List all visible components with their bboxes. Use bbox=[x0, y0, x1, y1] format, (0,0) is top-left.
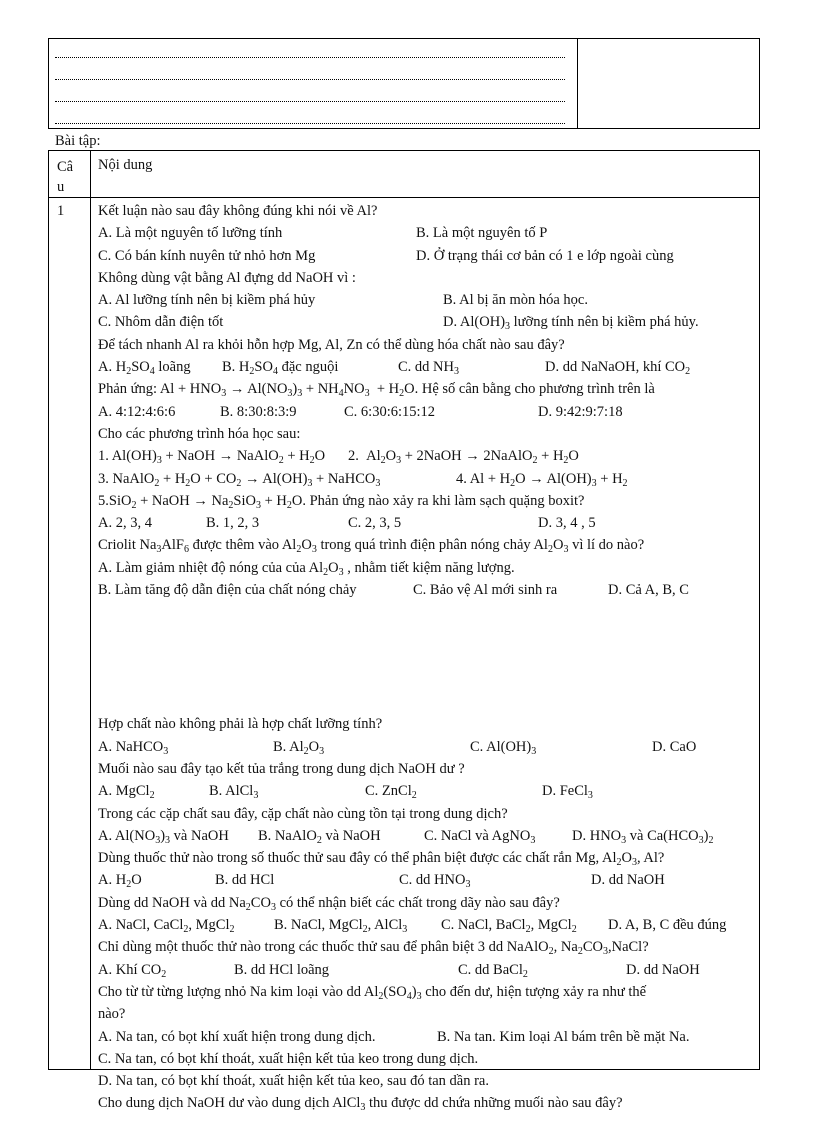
q8-stem: Muối nào sau đây tạo kết tủa trắng trong dung dịch NaOH dư ? bbox=[98, 760, 465, 777]
q13-option-c: C. Na tan, có bọt khí thoát, xuất hiện kết tủa keo trong dung dịch. bbox=[98, 1050, 479, 1067]
q4-option-c: C. 6:30:6:15:12 bbox=[344, 403, 436, 420]
q2-stem: Không dùng vật bằng Al đựng dd NaOH vì : bbox=[98, 269, 356, 286]
q4-option-b: B. 8:30:8:3:9 bbox=[220, 403, 297, 420]
q11-option-b: B. NaCl, MgCl$_2$, AlCl$_3$ bbox=[274, 917, 408, 936]
exercise-table bbox=[48, 150, 760, 1114]
q8-options bbox=[98, 780, 758, 802]
q5-reaction-2: 2. $Al_2O_3$ + 2NaOH → 2NaAlO$_2$ + $H_2O$ bbox=[348, 448, 579, 467]
q11-stem: Dùng dd NaOH và dd $Na_2CO_3$ có thể nhận biết các chất trong dãy nào sau đây? bbox=[98, 894, 560, 913]
q3-options bbox=[98, 356, 758, 378]
q5-reactions-34 bbox=[98, 468, 758, 490]
column-divider bbox=[90, 151, 91, 1069]
dotted-line bbox=[55, 57, 565, 58]
q7-option-b: B. $Al_2O_3$ bbox=[273, 738, 325, 757]
q4-option-d: D. 9:42:9:7:18 bbox=[538, 403, 623, 420]
q10-options bbox=[98, 869, 758, 891]
q13-option-d: D. Na tan, có bọt khí thoát, xuất hiện kết tủa keo, sau đó tan dần ra. bbox=[98, 1073, 489, 1090]
q11-option-c: C. NaCl, BaCl$_2$, MgCl$_2$ bbox=[441, 917, 577, 936]
q4-stem: Phản ứng: $Al + HNO_3 \to Al(NO_3)_3 + NH_4NO_3 + H_2O$. Hệ số cân bằng cho phương trình trên là bbox=[98, 381, 655, 400]
q5-option-b: B. 1, 2, 3 bbox=[206, 515, 260, 532]
blank-space bbox=[98, 601, 758, 713]
q12-stem: Chỉ dùng một thuốc thử nào trong các thuốc thử sau để phân biệt 3 dd NaAlO$_2$, $Na_2CO_3,NaCl$? bbox=[98, 939, 649, 958]
row-number: 1 bbox=[57, 203, 65, 219]
q9-stem: Trong các cặp chất sau đây, cặp chất nào cùng tồn tại trong dung dịch? bbox=[98, 805, 508, 822]
q1-option-b: B. Là một nguyên tố P bbox=[416, 225, 548, 242]
q13-stem-line2: nào? bbox=[98, 1006, 126, 1023]
q10-option-c: C. dd $HNO_3$ bbox=[399, 872, 471, 891]
q11-options bbox=[98, 914, 758, 936]
q9-option-a: A. $Al(NO_3)_3$ và NaOH bbox=[98, 827, 229, 846]
q1-option-c: C. Có bán kính nuyên tử nhỏ hơn Mg bbox=[98, 247, 316, 264]
q7-options bbox=[98, 736, 758, 758]
q3-option-b: B. $H_2SO_4$ đặc nguội bbox=[222, 359, 339, 378]
dotted-line bbox=[55, 79, 565, 80]
q13-options-ab bbox=[98, 1026, 758, 1048]
q5-option-d: D. 3, 4 , 5 bbox=[538, 515, 596, 532]
q2-option-a: A. Al lưỡng tính nên bị kiềm phá hủy bbox=[98, 292, 316, 309]
q1-stem: Kết luận nào sau đây không đúng khi nói về Al? bbox=[98, 203, 378, 219]
section-label: Bài tập: bbox=[55, 133, 101, 149]
q8-option-d: D. FeCl$_3$ bbox=[542, 783, 593, 802]
q6-option-b: B. Làm tăng độ dẫn điện của chất nóng chảy bbox=[98, 582, 357, 599]
q12-option-d: D. dd NaOH bbox=[626, 961, 700, 978]
q10-stem: Dùng thuốc thử nào trong số thuốc thử sau đây có thể phân biệt được các chất rắn Mg, $Al_2O_3$, Al? bbox=[98, 850, 665, 869]
q8-option-c: C. ZnCl$_2$ bbox=[365, 783, 417, 802]
q14-stem: Cho dung dịch NaOH dư vào dung dịch AlCl$_3$ thu được dd chứa những muối nào sau đây? bbox=[98, 1095, 623, 1114]
q5-reaction-3: 3. NaAlO$_2$ + $H_2O + CO_2 \to Al(OH)_3$ + NaHCO$_3$ bbox=[98, 470, 381, 489]
q6-options-bcd bbox=[98, 579, 758, 601]
q12-option-b: B. dd HCl loãng bbox=[234, 961, 330, 978]
q5-reactions-12 bbox=[98, 445, 758, 467]
q13-stem-line1: Cho từ từ từng lượng nhỏ Na kim loại vào dd $Al_2(SO_4)_3$ cho đến dư, hiện tượng xảy ra như thế bbox=[98, 983, 647, 1002]
col-header-noidung: Nội dung bbox=[98, 157, 153, 173]
header-row-divider bbox=[49, 197, 759, 198]
header-box bbox=[48, 38, 760, 129]
q13-option-b: B. Na tan. Kim loại Al bám trên bề mặt Na. bbox=[437, 1028, 690, 1045]
q5-options bbox=[98, 512, 758, 534]
q12-option-a: A. Khí $CO_2$ bbox=[98, 961, 167, 980]
q1-option-a: A. Là một nguyên tố lưỡng tính bbox=[98, 225, 283, 242]
q3-option-c: C. dd $NH_3$ bbox=[398, 359, 459, 378]
q4-options bbox=[98, 401, 758, 423]
q3-stem: Để tách nhanh Al ra khỏi hỗn hợp Mg, Al, Zn có thể dùng hóa chất nào sau đây? bbox=[98, 336, 565, 353]
q6-option-c: C. Bảo vệ Al mới sinh ra bbox=[413, 582, 558, 599]
q6-option-a: A. Làm giảm nhiệt độ nóng của của $Al_2O_3$ , nhằm tiết kiệm năng lượng. bbox=[98, 559, 515, 578]
q7-option-c: C. $Al(OH)_3$ bbox=[470, 738, 537, 757]
q8-option-a: A. MgCl$_2$ bbox=[98, 783, 155, 802]
q10-option-d: D. dd NaOH bbox=[591, 872, 665, 889]
dotted-line bbox=[55, 123, 565, 124]
q7-option-a: A. NaHCO$_3$ bbox=[98, 738, 169, 757]
q11-option-d: D. A, B, C đều đúng bbox=[608, 917, 727, 934]
q8-option-b: B. AlCl$_3$ bbox=[209, 783, 259, 802]
q11-option-a: A. NaCl, CaCl$_2$, MgCl$_2$ bbox=[98, 917, 235, 936]
q5-option-c: C. 2, 3, 5 bbox=[348, 515, 402, 532]
q1-options-cd bbox=[98, 245, 758, 267]
q7-option-d: D. CaO bbox=[652, 738, 697, 755]
q10-option-a: A. $H_2O$ bbox=[98, 872, 142, 891]
q6-option-d: D. Cả A, B, C bbox=[608, 582, 689, 599]
q12-option-c: C. dd BaCl$_2$ bbox=[458, 961, 528, 980]
q4-option-a: A. 4:12:4:6:6 bbox=[98, 403, 176, 420]
q5-reaction-4: 4. $Al + H_2O \to Al(OH)_3 + H_2$ bbox=[456, 470, 628, 489]
q10-option-b: B. dd HCl bbox=[215, 872, 275, 889]
q1-option-d: D. Ở trạng thái cơ bản có 1 e lớp ngoài cùng bbox=[416, 247, 674, 264]
q1-options-ab bbox=[98, 222, 758, 244]
q5-stem: Cho các phương trình hóa học sau: bbox=[98, 425, 301, 442]
header-divider bbox=[577, 39, 578, 128]
q13-option-a: A. Na tan, có bọt khí xuất hiện trong dung dịch. bbox=[98, 1028, 376, 1045]
q7-stem: Hợp chất nào không phải là hợp chất lưỡng tính? bbox=[98, 716, 383, 733]
q9-option-d: D. $HNO_3$ và $Ca(HCO_3)_2$ bbox=[572, 827, 714, 846]
q3-option-d: D. dd NaNaOH, khí $CO_2$ bbox=[545, 359, 691, 378]
q9-option-c: C. NaCl và AgNO$_3$ bbox=[424, 827, 536, 846]
q2-options-cd bbox=[98, 311, 758, 333]
q2-option-d: D. $Al(OH)_3$ lưỡng tính nên bị kiềm phá hủy. bbox=[443, 314, 699, 333]
q5-reaction-1: 1. $Al(OH)_3$ + NaOH → NaAlO$_2$ + $H_2O$ bbox=[98, 448, 326, 467]
q6-stem: Criolit $Na_3AlF_6$ được thêm vào $Al_2O_3$ trong quá trình điện phân nóng chảy $Al_2O_3$ vì lí do nào? bbox=[98, 537, 645, 556]
q5-reaction-5: 5.SiO$_2$ + NaOH → $Na_2SiO_3 + H_2O$. Phản ứng nào xảy ra khi làm sạch quặng boxit? bbox=[98, 492, 585, 511]
q12-options bbox=[98, 959, 758, 981]
q2-option-b: B. Al bị ăn mòn hóa học. bbox=[443, 292, 588, 309]
q5-option-a: A. 2, 3, 4 bbox=[98, 515, 152, 532]
q9-option-b: B. NaAlO$_2$ và NaOH bbox=[258, 827, 381, 846]
q2-options-ab bbox=[98, 289, 758, 311]
q9-options bbox=[98, 825, 758, 847]
col-header-cau: Câ u bbox=[57, 159, 74, 195]
q2-option-c: C. Nhôm dẫn điện tốt bbox=[98, 314, 224, 331]
q3-option-a: A. $H_2SO_4$ loãng bbox=[98, 359, 191, 378]
dotted-line bbox=[55, 101, 565, 102]
question-content bbox=[98, 200, 758, 1115]
